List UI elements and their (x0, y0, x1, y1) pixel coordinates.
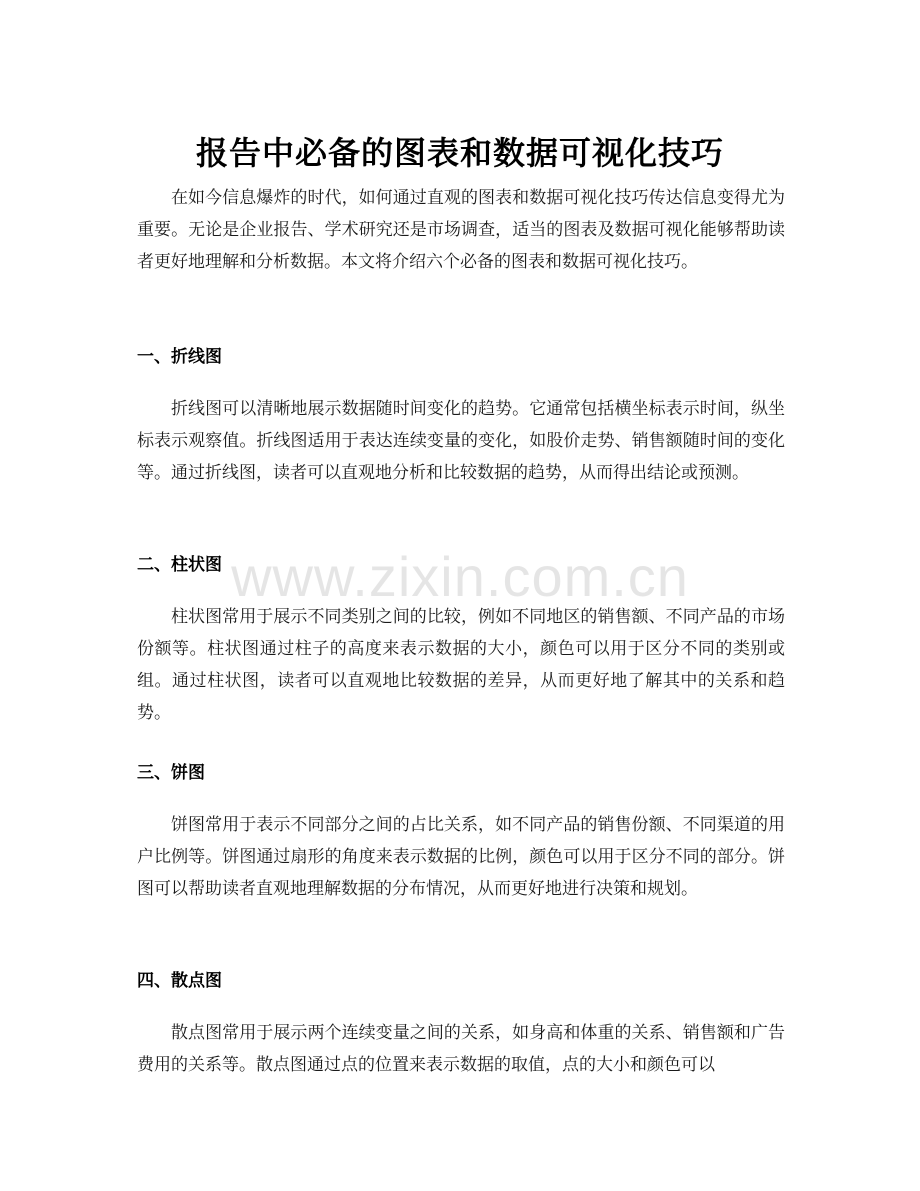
section-heading-scatter-chart: 四、散点图 (137, 971, 222, 991)
intro-paragraph: 在如今信息爆炸的时代，如何通过直观的图表和数据可视化技巧传达信息变得尤为重要。无论是企业报告、学术研究还是市场调查，适当的图表及数据可视化能够帮助读者更好地理解和分析数据。本文将介绍六个必备的图表和数据可视化技巧。 (137, 188, 785, 272)
section-body-pie-chart: 饼图常用于表示不同部分之间的占比关系，如不同产品的销售份额、不同渠道的用户比例等。饼图通过扇形的角度来表示数据的比例，颜色可以用于区分不同的部分。饼图可以帮助读者直观地理解数据的分布情况，从而更好地进行决策和规划。 (137, 815, 785, 899)
section-body-bar-chart: 柱状图常用于展示不同类别之间的比较，例如不同地区的销售额、不同产品的市场份额等。柱状图通过柱子的高度来表示数据的大小，颜色可以用于区分不同的类别或组。通过柱状图，读者可以直观地比较数据的差异，从而更好地了解其中的关系和趋势。 (137, 607, 785, 723)
section-body-scatter-chart: 散点图常用于展示两个连续变量之间的关系，如身高和体重的关系、销售额和广告费用的关系等。散点图通过点的位置来表示数据的取值，点的大小和颜色可以 (137, 1023, 785, 1075)
section-heading-bar-chart: 二、柱状图 (137, 555, 222, 575)
section-body-line-chart: 折线图可以清晰地展示数据随时间变化的趋势。它通常包括横坐标表示时间，纵坐标表示观察值。折线图适用于表达连续变量的变化，如股价走势、销售额随时间的变化等。通过折线图，读者可以直观地分析和比较数据的趋势，从而得出结论或预测。 (137, 399, 785, 483)
watermark: www.zixin.com.cn (231, 545, 689, 608)
section-heading-line-chart: 一、折线图 (137, 347, 222, 367)
section-heading-pie-chart: 三、饼图 (137, 763, 205, 783)
document-title: 报告中必备的图表和数据可视化技巧 (195, 134, 724, 173)
